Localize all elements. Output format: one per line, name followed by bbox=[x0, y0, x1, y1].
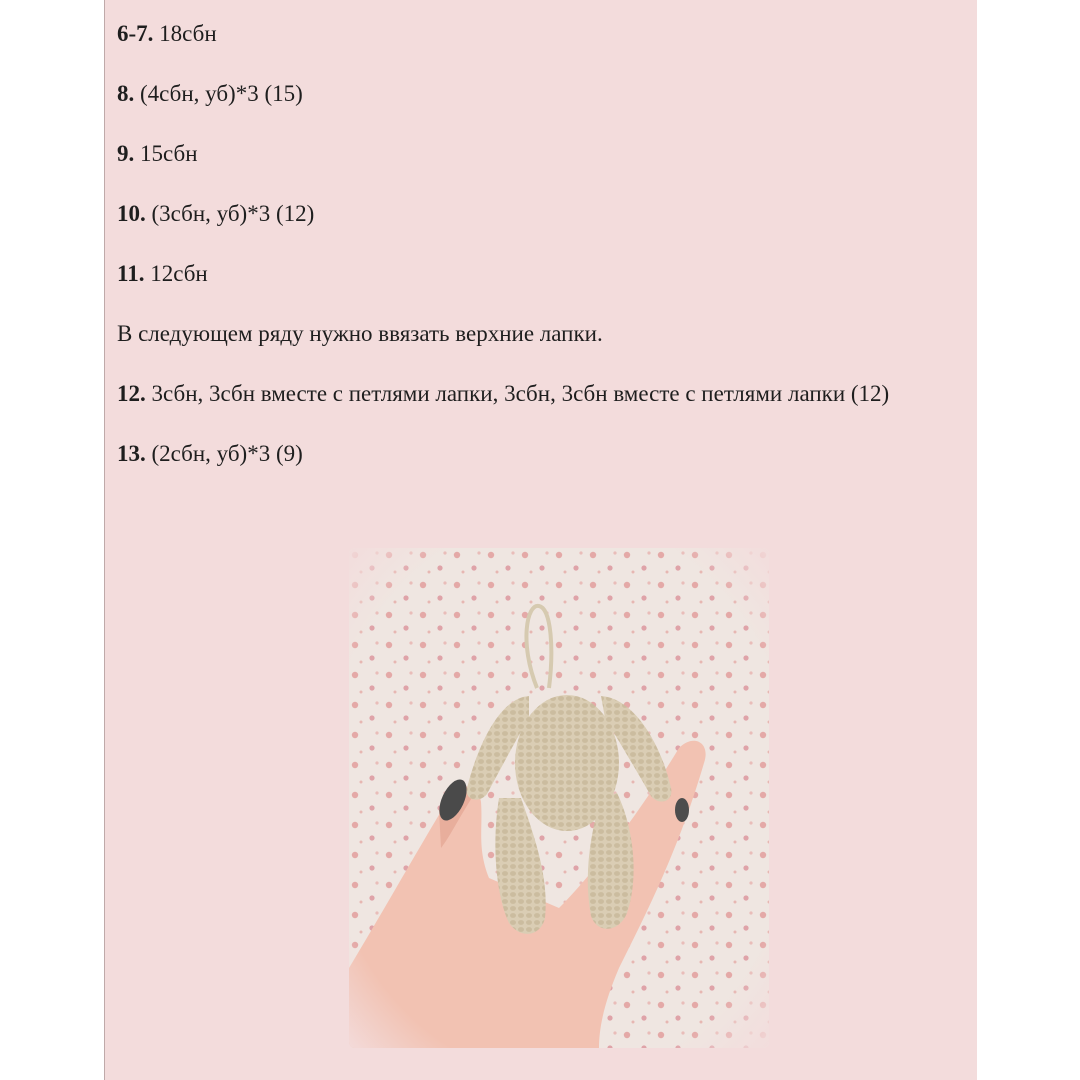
row-text: (3сбн, уб)*3 (12) bbox=[145, 201, 315, 226]
row-number: 12. bbox=[117, 381, 146, 406]
row-text: 18сбн bbox=[153, 21, 217, 46]
pattern-row bbox=[117, 78, 967, 110]
pattern-text bbox=[117, 18, 967, 498]
pattern-row bbox=[117, 378, 967, 410]
row-number: 10. bbox=[117, 201, 146, 226]
pattern-row bbox=[117, 258, 967, 290]
pattern-row bbox=[117, 18, 967, 50]
row-text: (2сбн, уб)*3 (9) bbox=[145, 441, 303, 466]
pattern-row bbox=[117, 138, 967, 170]
row-text: 15сбн bbox=[134, 141, 198, 166]
toy-photo bbox=[349, 548, 769, 1048]
row-number: 9. bbox=[117, 141, 135, 166]
row-text: (4сбн, уб)*3 (15) bbox=[134, 81, 303, 106]
row-text: 12сбн bbox=[144, 261, 208, 286]
row-number: 6-7. bbox=[117, 21, 154, 46]
row-number: 13. bbox=[117, 441, 146, 466]
pattern-card bbox=[104, 0, 977, 1080]
instruction-note: В следующем ряду нужно ввязать верхние лапки. bbox=[117, 321, 603, 346]
crochet-bunny-illustration bbox=[349, 548, 769, 1048]
row-number: 8. bbox=[117, 81, 135, 106]
pattern-row bbox=[117, 438, 967, 470]
row-text: 3сбн, 3сбн вместе с петлями лапки, 3сбн, 3сбн вместе с петлями лапки (12) bbox=[145, 381, 890, 406]
pattern-row bbox=[117, 198, 967, 230]
row-number: 11. bbox=[117, 261, 145, 286]
